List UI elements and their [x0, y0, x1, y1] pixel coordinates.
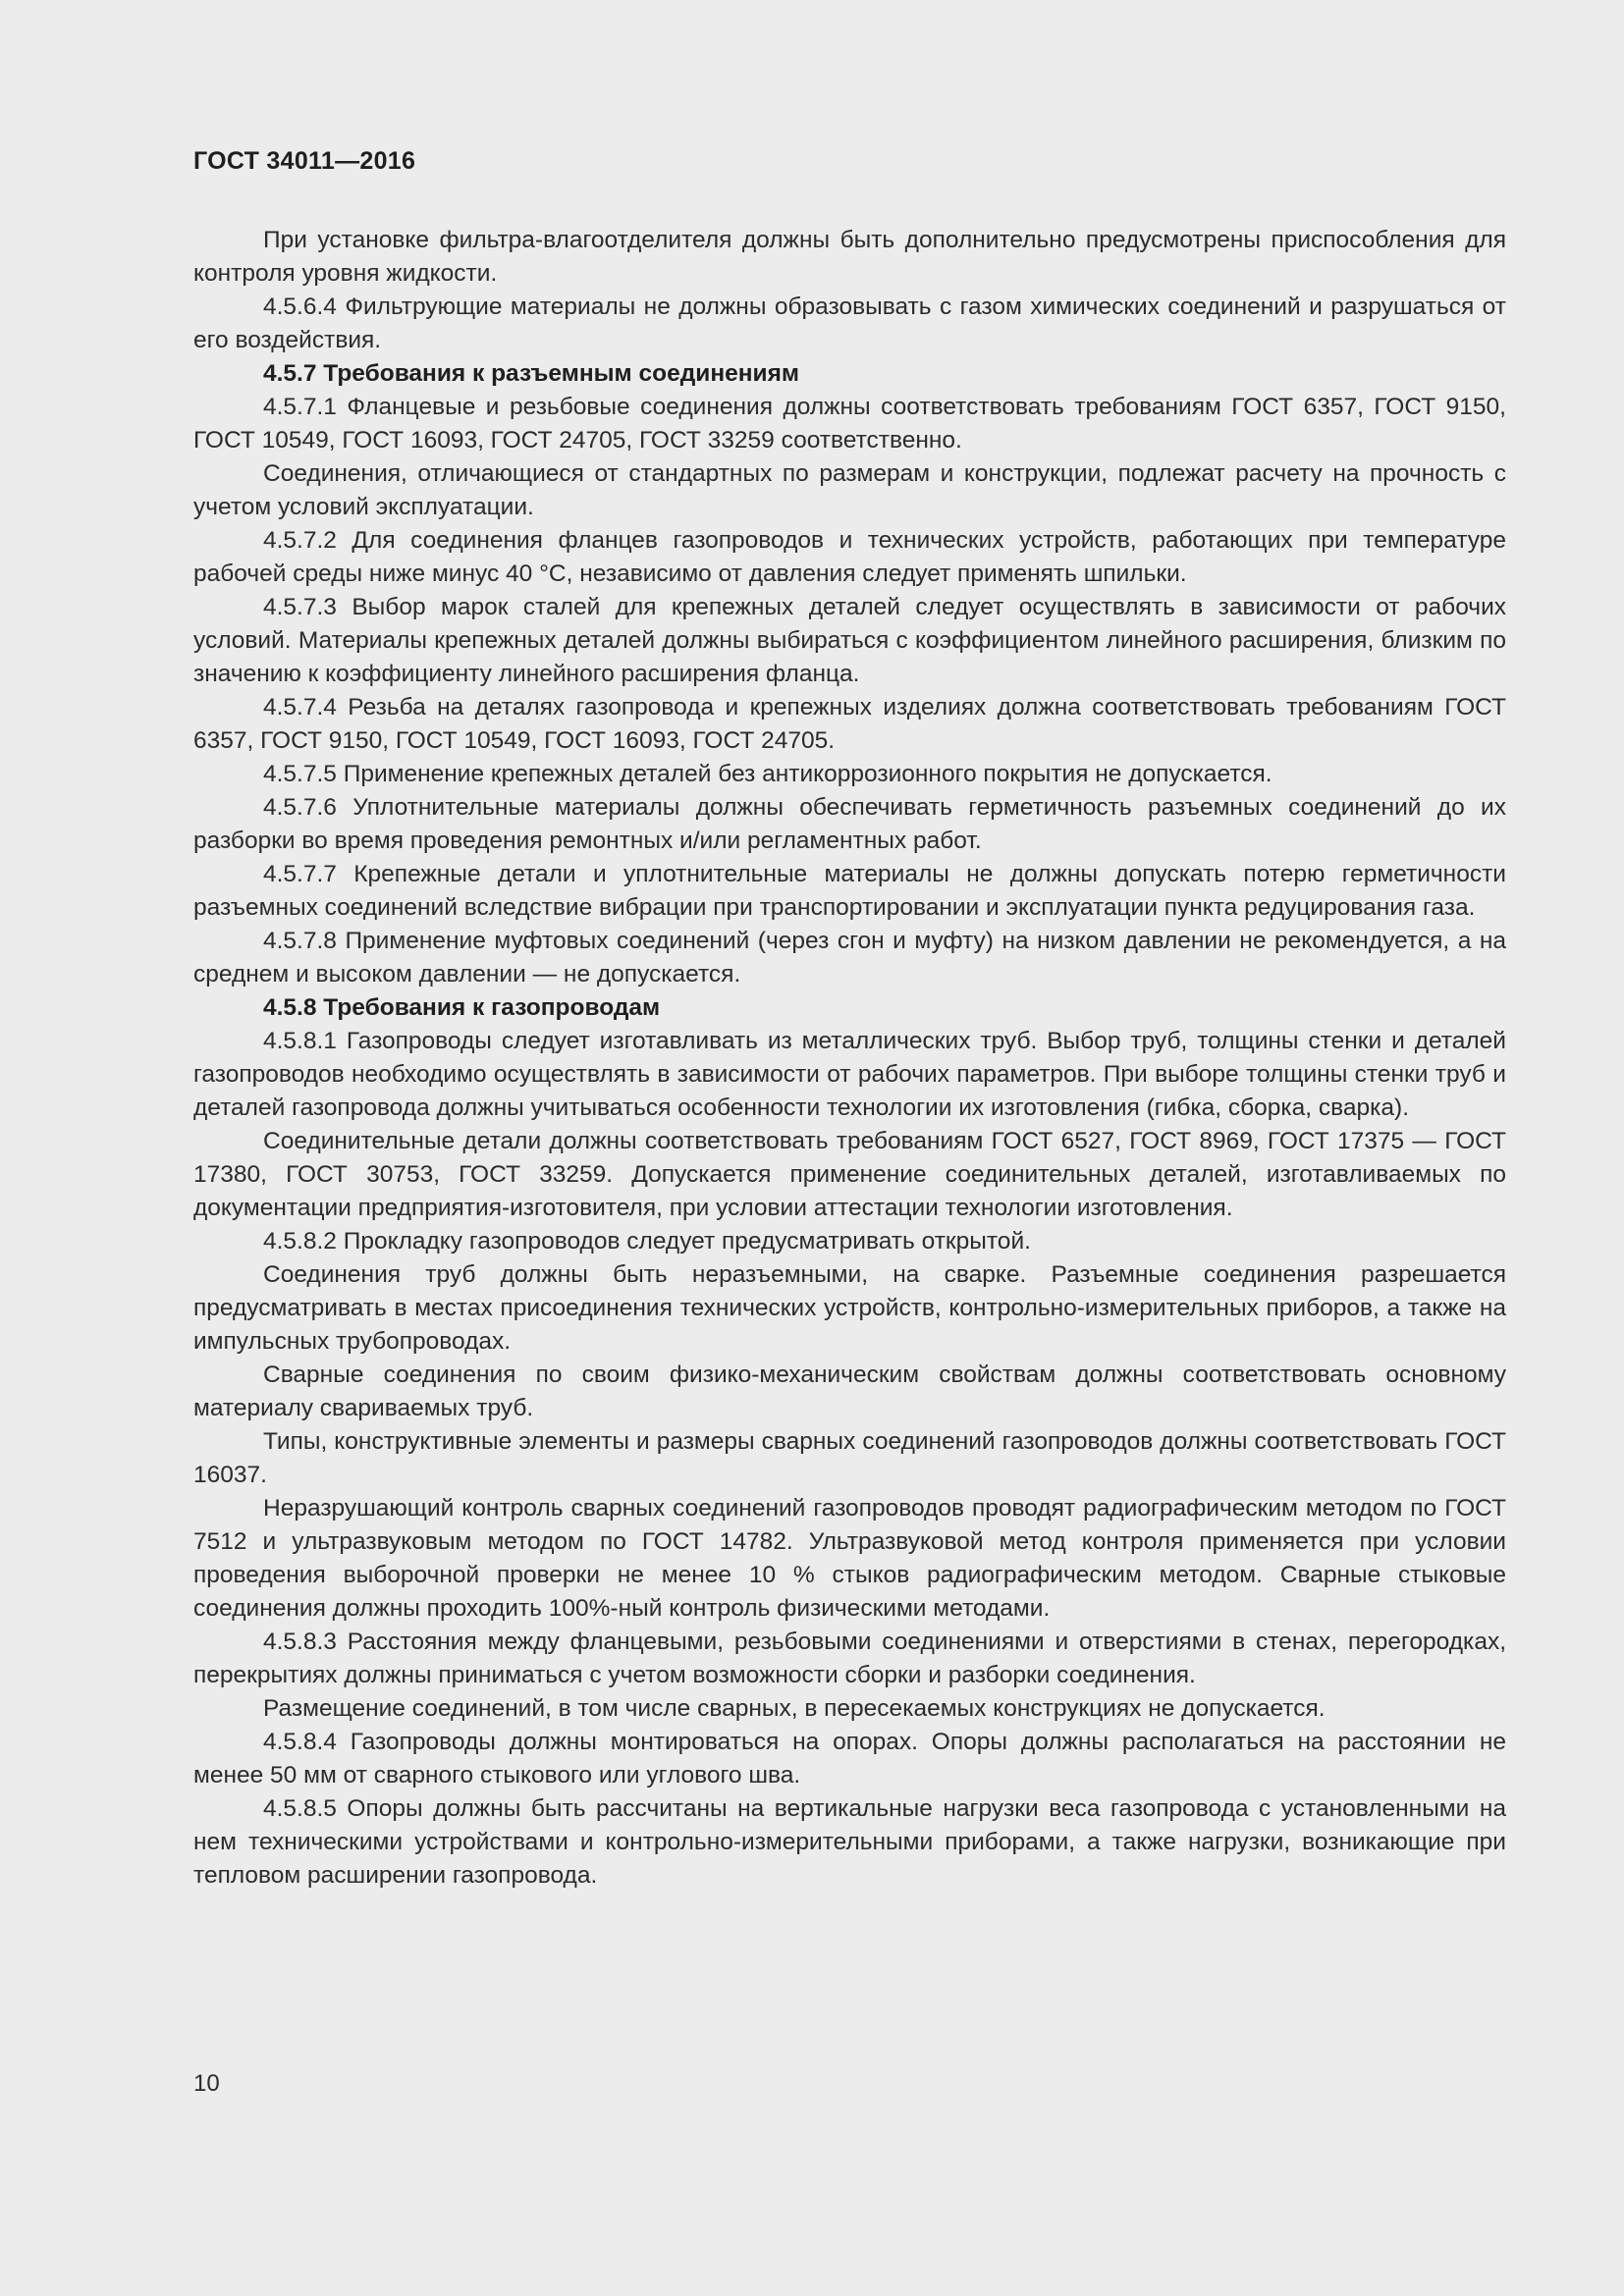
paragraph: 4.5.8.2 Прокладку газопроводов следует предусматривать открытой. — [263, 1228, 1031, 1255]
page-number: 10 — [193, 2070, 220, 2097]
document-header-code: ГОСТ 34011—2016 — [193, 147, 416, 175]
paragraph: Сварные соединения по своим физико-механическим свойствам должны соответствовать основному материалу свариваемых труб. — [193, 1362, 1506, 1421]
paragraph: 4.5.6.4 Фильтрующие материалы не должны образовывать с газом химических соединений и разрушаться от его воздействия. — [193, 294, 1506, 353]
paragraph: Соединения труб должны быть неразъемными, на сварке. Разъемные соединения разрешается предусматривать в местах присоединения технических устройств, контрольно-измерительных приборов, а также на импульсных трубопроводах. — [193, 1261, 1506, 1355]
paragraph: 4.5.7.5 Применение крепежных деталей без антикоррозионного покрытия не допускается. — [263, 761, 1272, 787]
paragraph: 4.5.8.1 Газопроводы следует изготавливать из металлических труб. Выбор труб, толщины стенки и деталей газопроводов необходимо осуществлять в зависимости от рабочих параметров. При выборе толщины стенки труб и деталей газопровода должны учитываться особенности технологии их изготовления (гибка, сборка, сварка). — [193, 1028, 1506, 1121]
paragraph: При установке фильтра-влагоотделителя должны быть дополнительно предусмотрены приспособления для контроля уровня жидкости. — [193, 227, 1506, 287]
paragraph: 4.5.8.3 Расстояния между фланцевыми, резьбовыми соединениями и отверстиями в стенах, перегородках, перекрытиях должны приниматься с учетом возможности сборки и разборки соединения. — [193, 1629, 1506, 1688]
paragraph: Типы, конструктивные элементы и размеры сварных соединений газопроводов должны соответствовать ГОСТ 16037. — [193, 1428, 1506, 1488]
paragraph: 4.5.7.8 Применение муфтовых соединений (через сгон и муфту) на низком давлении не рекомендуется, а на среднем и высоком давлении — не допускается. — [193, 928, 1506, 988]
paragraph: 4.5.7.1 Фланцевые и резьбовые соединения должны соответствовать требованиям ГОСТ 6357, ГОСТ 9150, ГОСТ 10549, ГОСТ 16093, ГОСТ 24705, ГОСТ 33259 соответственно. — [193, 394, 1506, 454]
document-body — [193, 224, 1506, 1893]
paragraph: 4.5.7.6 Уплотнительные материалы должны обеспечивать герметичность разъемных соединений до их разборки во время проведения ремонтных и/или регламентных работ. — [193, 794, 1506, 854]
paragraph: Соединительные детали должны соответствовать требованиям ГОСТ 6527, ГОСТ 8969, ГОСТ 17375 — ГОСТ 17380, ГОСТ 30753, ГОСТ 33259. Допускается применение соединительных деталей, изготавливаемых по документации предприятия-изготовителя, при условии аттестации технологии изготовления. — [193, 1128, 1506, 1221]
section-heading: 4.5.8 Требования к газопроводам — [263, 994, 661, 1021]
paragraph: Соединения, отличающиеся от стандартных по размерам и конструкции, подлежат расчету на прочность с учетом условий эксплуатации. — [193, 460, 1506, 520]
paragraph: 4.5.8.4 Газопроводы должны монтироваться на опорах. Опоры должны располагаться на расстоянии не менее 50 мм от сварного стыкового или углового шва. — [193, 1729, 1506, 1789]
paragraph: Размещение соединений, в том числе сварных, в пересекаемых конструкциях не допускается. — [263, 1695, 1326, 1722]
paragraph: Неразрушающий контроль сварных соединений газопроводов проводят радиографическим методом по ГОСТ 7512 и ультразвуковым методом по ГОСТ 14782. Ультразвуковой метод контроля применяется при условии проведения выборочной проверки не менее 10 % стыков радиографическим методом. Сварные стыковые соединения должны проходить 100%-ный контроль физическими методами. — [193, 1495, 1506, 1622]
section-heading: 4.5.7 Требования к разъемным соединениям — [263, 360, 800, 387]
paragraph: 4.5.7.3 Выбор марок сталей для крепежных деталей следует осуществлять в зависимости от рабочих условий. Материалы крепежных деталей должны выбираться с коэффициентом линейного расширения, близким по значению к коэффициенту линейного расширения фланца. — [193, 594, 1506, 687]
paragraph: 4.5.7.7 Крепежные детали и уплотнительные материалы не должны допускать потерю герметичности разъемных соединений вследствие вибрации при транспортировании и эксплуатации пункта редуцирования газа. — [193, 861, 1506, 921]
paragraph: 4.5.8.5 Опоры должны быть рассчитаны на вертикальные нагрузки веса газопровода с установленными на нем техническими устройствами и контрольно-измерительными приборами, а также нагрузки, возникающие при тепловом расширении газопровода. — [193, 1795, 1506, 1889]
paragraph: 4.5.7.4 Резьба на деталях газопровода и крепежных изделиях должна соответствовать требованиям ГОСТ 6357, ГОСТ 9150, ГОСТ 10549, ГОСТ 16093, ГОСТ 24705. — [193, 694, 1506, 754]
paragraph: 4.5.7.2 Для соединения фланцев газопроводов и технических устройств, работающих при температуре рабочей среды ниже минус 40 °С, независимо от давления следует применять шпильки. — [193, 527, 1506, 587]
